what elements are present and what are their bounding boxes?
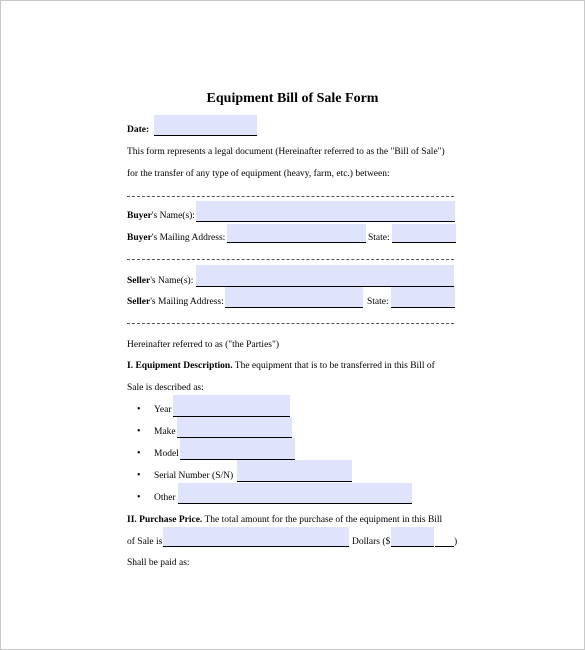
seller-name-label bbox=[127, 275, 193, 287]
item-serial-label: Serial Number (S/N) bbox=[154, 471, 234, 481]
section-2-heading: II. Purchase Price. bbox=[127, 515, 203, 525]
divider-3 bbox=[127, 323, 454, 324]
buyer-name-field[interactable] bbox=[196, 201, 455, 222]
section-1-text: The equipment that is to be transferred in this Bill of bbox=[232, 361, 435, 371]
buyer-address-field[interactable] bbox=[227, 224, 366, 243]
seller-state-field[interactable] bbox=[391, 287, 455, 308]
buyer-name-bold: Buyer bbox=[127, 211, 152, 221]
item-make-label: Make bbox=[154, 427, 176, 437]
section-1-line-2: Sale is described as: bbox=[127, 383, 204, 393]
buyer-address-label bbox=[127, 232, 225, 244]
buyer-address-bold: Buyer bbox=[127, 233, 152, 243]
item-other-label: Other bbox=[154, 493, 176, 503]
seller-state-label: State: bbox=[367, 297, 389, 307]
dollars-label: Dollars ($ bbox=[352, 537, 391, 547]
date-field[interactable] bbox=[154, 115, 257, 136]
seller-address-label bbox=[127, 296, 224, 308]
bullet: • bbox=[137, 404, 141, 415]
item-year-field[interactable] bbox=[173, 395, 290, 417]
item-year-label: Year bbox=[154, 405, 172, 415]
close-paren: ) bbox=[454, 537, 458, 547]
seller-name-rest: 's Name(s): bbox=[150, 276, 194, 286]
document-title: Equipment Bill of Sale Form bbox=[206, 91, 379, 106]
seller-address-rest: 's Mailing Address: bbox=[150, 297, 224, 307]
buyer-state-label: State: bbox=[368, 233, 390, 243]
intro-line-1: This form represents a legal document (Hereinafter referred to as the "Bill of Sale") bbox=[127, 147, 445, 157]
item-model-label: Model bbox=[154, 449, 179, 459]
buyer-state-field[interactable] bbox=[392, 224, 456, 243]
divider-1 bbox=[127, 196, 454, 197]
date-label: Date: bbox=[127, 125, 150, 135]
section-1-line-1 bbox=[127, 360, 435, 372]
divider-2 bbox=[127, 259, 454, 260]
buyer-name-label bbox=[127, 210, 195, 222]
buyer-address-rest: 's Mailing Address: bbox=[151, 233, 226, 243]
seller-name-field[interactable] bbox=[196, 265, 454, 287]
item-make-field[interactable] bbox=[177, 417, 292, 438]
bullet: • bbox=[137, 470, 141, 481]
intro-line-2: for the transfer of any type of equipment (heavy, farm, etc.) between: bbox=[127, 169, 390, 179]
section-2-line-2: of Sale is bbox=[127, 537, 163, 547]
item-model-field[interactable] bbox=[180, 438, 295, 460]
seller-name-bold: Seller bbox=[127, 276, 151, 286]
section-1-heading: I. Equipment Description. bbox=[127, 361, 233, 371]
paid-as-label: Shall be paid as: bbox=[127, 558, 190, 568]
seller-address-field[interactable] bbox=[225, 287, 363, 308]
section-2-text: The total amount for the purchase of the equipment in this Bill bbox=[202, 515, 443, 525]
bullet: • bbox=[137, 426, 141, 437]
buyer-name-rest: 's Name(s): bbox=[151, 211, 195, 221]
item-other-field[interactable] bbox=[178, 483, 412, 504]
parties-line: Hereinafter referred to as ("the Parties") bbox=[127, 340, 280, 350]
seller-address-bold: Seller bbox=[127, 297, 151, 307]
bullet: • bbox=[137, 448, 141, 459]
cents-underline bbox=[435, 546, 454, 547]
item-serial-field[interactable] bbox=[237, 460, 352, 482]
purchase-price-words-field[interactable] bbox=[163, 527, 349, 547]
purchase-price-amount-field[interactable] bbox=[391, 527, 434, 547]
bullet: • bbox=[137, 492, 141, 503]
section-2-line-1 bbox=[127, 514, 442, 526]
